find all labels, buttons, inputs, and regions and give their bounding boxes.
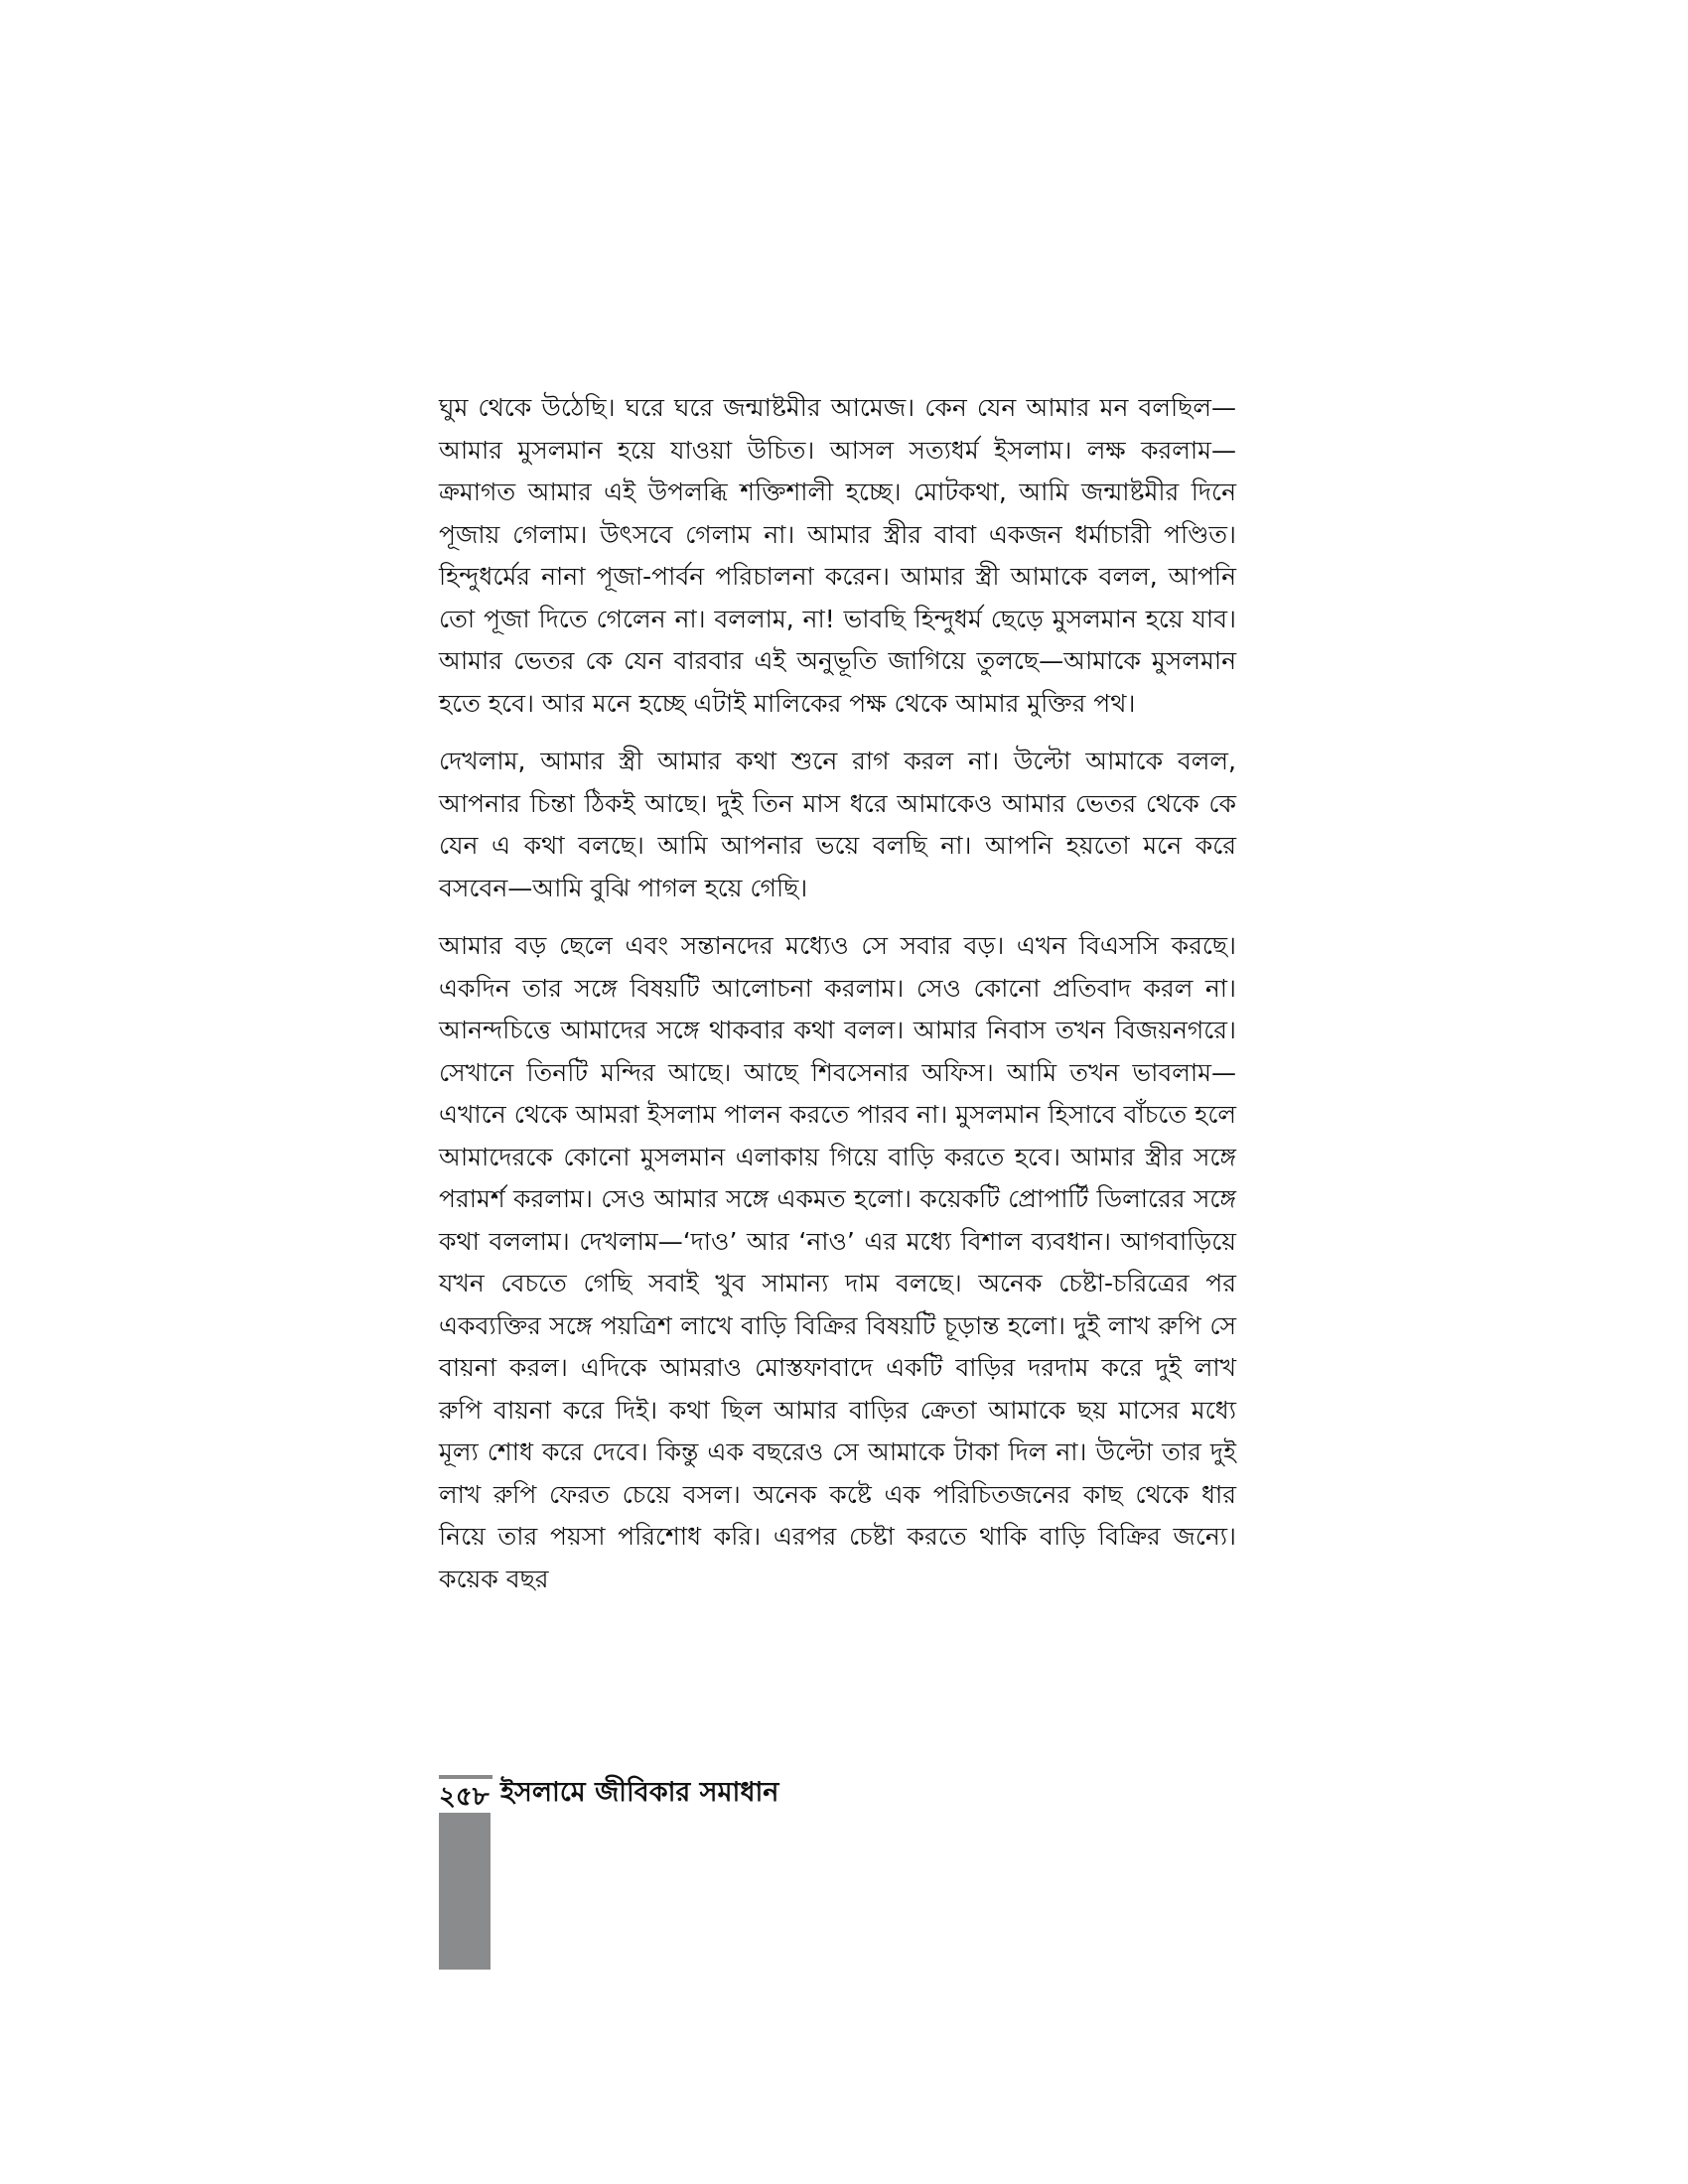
paragraph: ঘুম থেকে উঠেছি। ঘরে ঘরে জন্মাষ্টমীর আমেজ। কেন যেন আমার মন বলছিল—আমার মুসলমান হয়ে যাওয়া উচিত। আসল সত্যধর্ম ইসলাম। লক্ষ করলাম—ক্রমাগত আমার এই উপলব্ধি শক্তিশালী হচ্ছে। মোটকথা, আমি জন্মাষ্টমীর দিনে পূজায় গেলাম। উৎসবে গেলাম না। আমার স্ত্রীর বাবা একজন ধর্মাচারী পণ্ডিত। হিন্দুধর্মের নানা পূজা-পার্বন পরিচালনা করেন। আমার স্ত্রী আমাকে বলল, আপনি তো পূজা দিতে গেলেন না। বললাম, না! ভাবছি হিন্দুধর্ম ছেড়ে মুসলমান হয়ে যাব। আমার ভেতর কে যেন বারবার এই অনুভূতি জাগিয়ে তুলছে—আমাকে মুসলমান হতে হবে। আর মনে হচ্ছে এটাই মালিকের পক্ষ থেকে আমার মুক্তির পথ। xyxy=(439,393,1236,718)
running-title: ইসলামে জীবিকার সমাধান xyxy=(500,1777,779,1808)
page-number: ২৫৮ xyxy=(439,1775,492,1811)
paragraph: দেখলাম, আমার স্ত্রী আমার কথা শুনে রাগ করল না। উল্টো আমাকে বলল, আপনার চিন্তা ঠিকই আছে। দুই তিন মাস ধরে আমাকেও আমার ভেতর থেকে কে যেন এ কথা বলছে। আমি আপনার ভয়ে বলছি না। আপনি হয়তো মনে করে বসবেন—আমি বুঝি পাগল হয়ে গেছি। xyxy=(439,747,1236,902)
body-text xyxy=(439,387,1236,1600)
margin-tab-decoration xyxy=(439,1813,491,1970)
paragraph: আমার বড় ছেলে এবং সন্তানদের মধ্যেও সে সবার বড়। এখন বিএসসি করছে। একদিন তার সঙ্গে বিষয়টি আলোচনা করলাম। সেও কোনো প্রতিবাদ করল না। আনন্দচিত্তে আমাদের সঙ্গে থাকবার কথা বলল। আমার নিবাস তখন বিজয়নগরে। সেখানে তিনটি মন্দির আছে। আছে শিবসেনার অফিস। আমি তখন ভাবলাম—এখানে থেকে আমরা ইসলাম পালন করতে পারব না। মুসলমান হিসাবে বাঁচতে হলে আমাদেরকে কোনো মুসলমান এলাকায় গিয়ে বাড়ি করতে হবে। আমার স্ত্রীর সঙ্গে পরামর্শ করলাম। সেও আমার সঙ্গে একমত হলো। কয়েকটি প্রোপার্টি ডিলারের সঙ্গে কথা বললাম। দেখলাম—‘দাও’ আর ‘নাও’ এর মধ্যে বিশাল ব্যবধান। আগবাড়িয়ে যখন বেচতে গেছি সবাই খুব সামান্য দাম বলছে। অনেক চেষ্টা-চরিত্রের পর একব্যক্তির সঙ্গে পয়ত্রিশ লাখে বাড়ি বিক্রির বিষয়টি চূড়ান্ত হলো। দুই লাখ রুপি সে বায়না করল। এদিকে আমরাও মোস্তফাবাদে একটি বাড়ির দরদাম করে দুই লাখ রুপি বায়না করে দিই। কথা ছিল আমার বাড়ির ক্রেতা আমাকে ছয় মাসের মধ্যে মূল্য শোধ করে দেবে। কিন্তু এক বছরেও সে আমাকে টাকা দিল না। উল্টো তার দুই লাখ রুপি ফেরত চেয়ে বসল। অনেক কষ্টে এক পরিচিতজনের কাছ থেকে ধার নিয়ে তার পয়সা পরিশোধ করি। এরপর চেষ্টা করতে থাকি বাড়ি বিক্রির জন্যে। কয়েক বছর xyxy=(439,931,1236,1593)
page-footer xyxy=(439,1775,1035,1811)
